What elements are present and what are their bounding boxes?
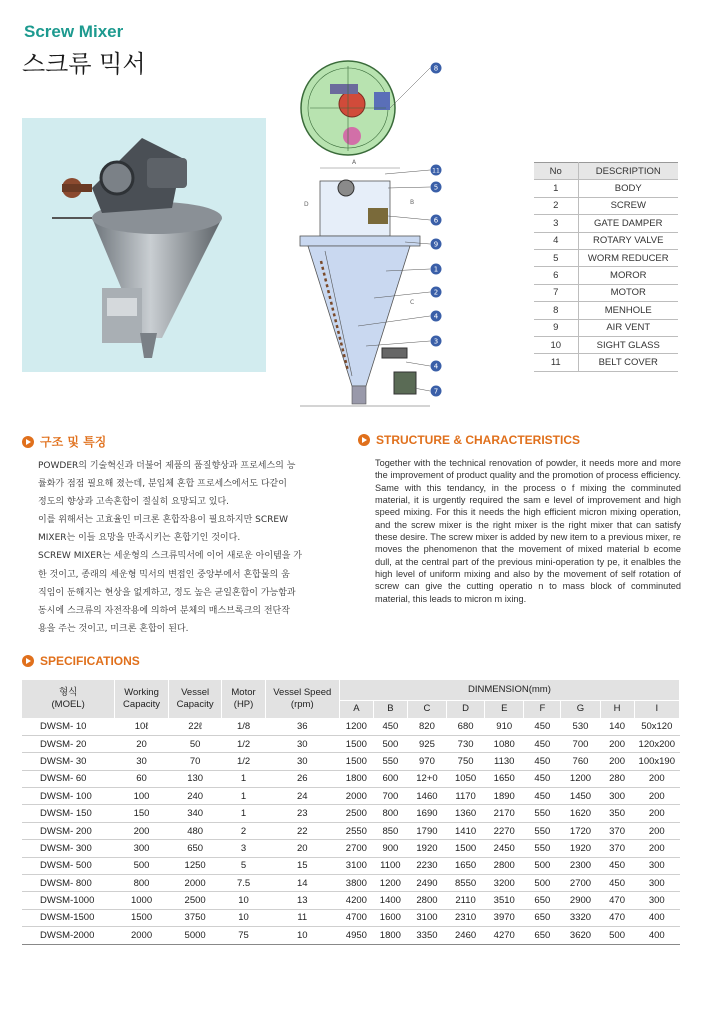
spec-dimension-col-d: D	[447, 700, 485, 718]
spec-cell: 20	[115, 735, 169, 752]
spec-cell: 1410	[447, 822, 485, 839]
spec-cell: 2500	[168, 892, 222, 909]
dim-label-a: A	[352, 159, 357, 166]
spec-dimension-col-e: E	[485, 700, 524, 718]
spec-cell: 2450	[485, 840, 524, 857]
spec-cell: 340	[168, 805, 222, 822]
spec-cell: 1360	[447, 805, 485, 822]
spec-cell: 450	[600, 875, 634, 892]
spec-cell: 100x190	[634, 753, 679, 770]
spec-cell: 1080	[485, 735, 524, 752]
spec-cell: 280	[600, 770, 634, 787]
callout-3: 3	[433, 337, 439, 346]
spec-cell: 4700	[339, 909, 373, 926]
spec-cell: 500	[600, 927, 634, 944]
parts-description: SIGHT GLASS	[578, 336, 678, 353]
spec-cell: 1500	[447, 840, 485, 857]
spec-cell: 1	[222, 788, 265, 805]
spec-cell: 2000	[339, 788, 373, 805]
spec-cell: 450	[524, 788, 561, 805]
spec-header-line: Working	[124, 687, 159, 698]
parts-row	[534, 354, 678, 371]
korean-line: 이를 위해서는 고효율인 미크론 혼합작용이 필요하지만 SCREW	[38, 515, 288, 526]
spec-cell: 1	[222, 770, 265, 787]
spec-row	[22, 718, 680, 735]
spec-cell: 1720	[561, 822, 600, 839]
spec-model: DWSM- 200	[22, 822, 115, 839]
spec-cell: 22	[265, 822, 339, 839]
spec-model: DWSM- 300	[22, 840, 115, 857]
spec-header-line: Vessel	[181, 687, 210, 698]
dim-label-d: D	[304, 201, 309, 208]
spec-header-dimension: DINMENSION(mm)	[339, 680, 679, 700]
korean-line: POWDER의 기술혁신과 더불어 제품의 품질향상과 프로세스의 능	[38, 461, 296, 471]
spec-cell: 30	[265, 735, 339, 752]
callout-2: 2	[433, 288, 439, 297]
spec-cell: 150	[115, 805, 169, 822]
parts-header-no: No	[534, 163, 578, 180]
spec-header-line: Vessel Speed	[273, 687, 332, 698]
specifications-table-body	[22, 718, 680, 944]
spec-cell: 500	[373, 735, 407, 752]
spec-cell: 2550	[339, 822, 373, 839]
spec-cell: 10	[265, 927, 339, 944]
spec-row	[22, 735, 680, 752]
spec-cell: 1250	[168, 857, 222, 874]
callout-8: 8	[433, 64, 439, 73]
spec-cell: 240	[168, 788, 222, 805]
parts-row	[534, 180, 678, 197]
spec-cell: 2800	[485, 857, 524, 874]
spec-row	[22, 753, 680, 770]
spec-cell: 2000	[168, 875, 222, 892]
parts-description: ROTARY VALVE	[578, 232, 678, 249]
product-photo	[22, 118, 266, 372]
spec-model: DWSM- 150	[22, 805, 115, 822]
section-heading-en	[358, 433, 580, 447]
spec-model: DWSM- 20	[22, 735, 115, 752]
section-heading-specs	[22, 654, 140, 668]
spec-cell: 5	[222, 857, 265, 874]
spec-cell: 3510	[485, 892, 524, 909]
arrow-bullet-icon	[22, 655, 34, 667]
spec-cell: 1100	[373, 857, 407, 874]
spec-cell: 5000	[168, 927, 222, 944]
section-heading-specs-text: SPECIFICATIONS	[40, 654, 140, 668]
spec-cell: 30	[115, 753, 169, 770]
parts-no: 7	[534, 284, 578, 301]
spec-cell: 2230	[407, 857, 446, 874]
spec-cell: 2300	[561, 857, 600, 874]
spec-cell: 650	[168, 840, 222, 857]
spec-cell: 450	[524, 753, 561, 770]
korean-line: 률화가 점점 필요해 졌는데, 분입체 혼합 프로세스에서도 다같이	[38, 479, 287, 490]
spec-cell: 1200	[373, 875, 407, 892]
spec-cell: 1690	[407, 805, 446, 822]
spec-cell: 3100	[407, 909, 446, 926]
spec-cell: 700	[373, 788, 407, 805]
spec-cell: 1890	[485, 788, 524, 805]
korean-line: 한 것이고, 종래의 세운형 믹서의 변접인 중앙부에서 혼합물의 움	[38, 569, 290, 580]
parts-no: 8	[534, 302, 578, 319]
spec-model: DWSM- 60	[22, 770, 115, 787]
spec-row	[22, 909, 680, 926]
spec-cell: 2270	[485, 822, 524, 839]
spec-cell: 450	[524, 718, 561, 735]
spec-header-line: Motor	[231, 687, 256, 698]
spec-row	[22, 805, 680, 822]
spec-header-motor	[222, 680, 265, 718]
callout-11: 11	[432, 167, 440, 175]
spec-model: DWSM- 500	[22, 857, 115, 874]
spec-header-line: (rpm)	[290, 699, 314, 710]
spec-cell: 730	[447, 735, 485, 752]
spec-dimension-col-a: A	[339, 700, 373, 718]
spec-cell: 300	[634, 857, 679, 874]
spec-cell: 470	[600, 909, 634, 926]
parts-row	[534, 232, 678, 249]
spec-cell: 650	[524, 892, 561, 909]
parts-row	[534, 302, 678, 319]
spec-cell: 30	[265, 753, 339, 770]
korean-line: 직임이 둔해지는 현상을 없게하고, 정도 높은 균일혼합이 가능함과	[38, 587, 296, 598]
callout-6: 6	[433, 216, 439, 225]
spec-cell: 10	[222, 909, 265, 926]
spec-cell: 760	[561, 753, 600, 770]
english-description: Together with the technical renovation of powder, it needs more and more the improvement of product quality and the promotion of process efficiency. Same with this tendancy, in the process o f mixing the comminuted material, it is urgently required the sam e level of improvement and high speed mixing. For this it needs the high efficient micron mixing operation, and the screw mixer is the right mixer is the right mixer that can satisfy these desire. The screw mixer is added by new item to a previous mixer, re moves the phenomenon that the movement of mixed material b ecome dull, at the central part of the previous mini-operation ty pe, it enalbles the high level of uniform mixing and also by the movement of self rotation of screw can give the cutting operatio n to mass block of comminuted material, this leads to micron m ixing.	[375, 458, 681, 604]
spec-cell: 700	[561, 735, 600, 752]
spec-header-speed	[265, 680, 339, 718]
spec-cell: 140	[600, 718, 634, 735]
spec-row	[22, 840, 680, 857]
spec-cell: 200	[634, 805, 679, 822]
spec-cell: 550	[524, 822, 561, 839]
spec-cell: 3970	[485, 909, 524, 926]
spec-cell: 370	[600, 840, 634, 857]
spec-cell: 200	[634, 788, 679, 805]
page-title-en: Screw Mixer	[24, 22, 124, 41]
spec-row	[22, 822, 680, 839]
spec-model: DWSM- 10	[22, 718, 115, 735]
spec-cell: 300	[634, 892, 679, 909]
callout-5: 5	[433, 183, 439, 192]
spec-cell: 24	[265, 788, 339, 805]
spec-row	[22, 875, 680, 892]
spec-cell: 2700	[339, 840, 373, 857]
callout-7: 7	[433, 387, 439, 396]
spec-cell: 10ℓ	[115, 718, 169, 735]
parts-no: 5	[534, 249, 578, 266]
spec-cell: 23	[265, 805, 339, 822]
dim-label-c: C	[410, 299, 415, 306]
spec-cell: 13	[265, 892, 339, 909]
spec-cell: 7.5	[222, 875, 265, 892]
spec-cell: 50	[168, 735, 222, 752]
spec-cell: 200	[600, 735, 634, 752]
spec-dimension-col-b: B	[373, 700, 407, 718]
spec-cell: 900	[373, 840, 407, 857]
parts-description: BODY	[578, 180, 678, 197]
spec-cell: 650	[524, 909, 561, 926]
parts-row	[534, 319, 678, 336]
spec-cell: 1800	[373, 927, 407, 944]
spec-cell: 26	[265, 770, 339, 787]
spec-cell: 130	[168, 770, 222, 787]
spec-dimension-col-h: H	[600, 700, 634, 718]
spec-cell: 50x120	[634, 718, 679, 735]
spec-cell: 1600	[373, 909, 407, 926]
spec-cell: 2170	[485, 805, 524, 822]
spec-cell: 100	[115, 788, 169, 805]
spec-cell: 680	[447, 718, 485, 735]
spec-cell: 500	[115, 857, 169, 874]
spec-cell: 2490	[407, 875, 446, 892]
spec-cell: 550	[373, 753, 407, 770]
spec-cell: 1920	[407, 840, 446, 857]
spec-cell: 1800	[339, 770, 373, 787]
spec-cell: 1920	[561, 840, 600, 857]
parts-description: MOTOR	[578, 284, 678, 301]
spec-cell: 1	[222, 805, 265, 822]
spec-cell: 15	[265, 857, 339, 874]
spec-header-line: Capacity	[176, 699, 214, 710]
korean-line: 동시에 스크류의 자전작용에 의하여 분체의 매스브록크의 전단작	[38, 605, 290, 616]
spec-cell: 530	[561, 718, 600, 735]
spec-cell: 2310	[447, 909, 485, 926]
spec-cell: 1200	[561, 770, 600, 787]
spec-row	[22, 857, 680, 874]
parts-row	[534, 249, 678, 266]
spec-cell: 200	[634, 770, 679, 787]
spec-cell: 10	[222, 892, 265, 909]
parts-description: MOROR	[578, 267, 678, 284]
spec-model: DWSM- 100	[22, 788, 115, 805]
spec-cell: 1400	[373, 892, 407, 909]
spec-cell: 450	[524, 770, 561, 787]
spec-cell: 1050	[447, 770, 485, 787]
section-heading-ko	[22, 433, 106, 450]
spec-model: DWSM-1000	[22, 892, 115, 909]
spec-cell: 1170	[447, 788, 485, 805]
spec-cell: 1500	[115, 909, 169, 926]
spec-cell: 60	[115, 770, 169, 787]
spec-row	[22, 892, 680, 909]
parts-table-body	[534, 180, 678, 371]
spec-cell: 1620	[561, 805, 600, 822]
spec-cell: 3620	[561, 927, 600, 944]
spec-cell: 1500	[339, 735, 373, 752]
spec-cell: 800	[115, 875, 169, 892]
spec-dimension-col-i: I	[634, 700, 679, 718]
spec-cell: 2460	[447, 927, 485, 944]
spec-cell: 1000	[115, 892, 169, 909]
spec-cell: 1650	[485, 770, 524, 787]
spec-cell: 36	[265, 718, 339, 735]
spec-header-line: (MOEL)	[51, 699, 85, 710]
spec-cell: 3750	[168, 909, 222, 926]
spec-cell: 1/2	[222, 753, 265, 770]
korean-line: 정도의 향상과 고속혼합이 절실히 요망되고 있다.	[38, 497, 230, 508]
spec-cell: 2000	[115, 927, 169, 944]
parts-row	[534, 267, 678, 284]
parts-header-description: DESCRIPTION	[578, 163, 678, 180]
parts-no: 3	[534, 215, 578, 232]
parts-no: 4	[534, 232, 578, 249]
spec-cell: 1500	[339, 753, 373, 770]
spec-header-working	[115, 680, 169, 718]
spec-cell: 800	[373, 805, 407, 822]
spec-cell: 4950	[339, 927, 373, 944]
parts-no: 9	[534, 319, 578, 336]
parts-description: MENHOLE	[578, 302, 678, 319]
parts-description: BELT COVER	[578, 354, 678, 371]
spec-cell: 400	[634, 909, 679, 926]
spec-cell: 2	[222, 822, 265, 839]
spec-row	[22, 788, 680, 805]
callout-4: 4	[433, 312, 439, 321]
korean-line: SCREW MIXER는 세운형의 스크류믹서에 이어 새로운 아이템을 가	[38, 551, 302, 562]
spec-cell: 750	[447, 753, 485, 770]
spec-cell: 3800	[339, 875, 373, 892]
spec-cell: 600	[373, 770, 407, 787]
spec-model: DWSM- 30	[22, 753, 115, 770]
parts-no: 2	[534, 197, 578, 214]
spec-cell: 22ℓ	[168, 718, 222, 735]
spec-cell: 650	[524, 927, 561, 944]
spec-cell: 3	[222, 840, 265, 857]
korean-line: MIXER는 이들 요망을 만족시키는 혼합기인 것이다.	[38, 533, 241, 544]
page-title-ko: 스크류 믹서	[22, 50, 146, 78]
spec-header-line: 형식	[58, 687, 78, 698]
parts-description: WORM REDUCER	[578, 249, 678, 266]
spec-cell: 370	[600, 822, 634, 839]
spec-header-model	[22, 680, 115, 718]
spec-cell: 450	[373, 718, 407, 735]
section-heading-en-text: STRUCTURE & CHARACTERISTICS	[376, 433, 580, 447]
spec-cell: 1450	[561, 788, 600, 805]
spec-row	[22, 927, 680, 944]
spec-cell: 14	[265, 875, 339, 892]
spec-cell: 550	[524, 840, 561, 857]
spec-dimension-col-c: C	[407, 700, 446, 718]
section-heading-ko-text: 구조 및 특징	[40, 435, 107, 449]
arrow-bullet-icon	[22, 436, 34, 448]
parts-no: 6	[534, 267, 578, 284]
korean-description	[38, 457, 356, 638]
spec-cell: 4200	[339, 892, 373, 909]
parts-row	[534, 197, 678, 214]
spec-cell: 910	[485, 718, 524, 735]
spec-cell: 200	[634, 822, 679, 839]
parts-row	[534, 336, 678, 353]
arrow-bullet-icon	[358, 434, 370, 446]
parts-description: AIR VENT	[578, 319, 678, 336]
callout-9: 9	[433, 240, 439, 249]
spec-header-line: Capacity	[123, 699, 161, 710]
spec-cell: 1650	[447, 857, 485, 874]
spec-cell: 3200	[485, 875, 524, 892]
spec-cell: 2500	[339, 805, 373, 822]
spec-row	[22, 770, 680, 787]
dim-label-b: B	[410, 199, 415, 206]
specifications-table	[22, 680, 680, 945]
spec-cell: 12+0	[407, 770, 446, 787]
spec-cell: 3100	[339, 857, 373, 874]
technical-drawing	[290, 56, 450, 416]
parts-no: 1	[534, 180, 578, 197]
callout-4b: 4	[433, 362, 439, 371]
parts-table	[534, 162, 678, 372]
spec-cell: 200	[115, 822, 169, 839]
spec-cell: 1/2	[222, 735, 265, 752]
spec-cell: 3350	[407, 927, 446, 944]
spec-cell: 500	[524, 857, 561, 874]
spec-cell: 11	[265, 909, 339, 926]
spec-cell: 450	[600, 857, 634, 874]
spec-cell: 2900	[561, 892, 600, 909]
spec-cell: 300	[634, 875, 679, 892]
spec-cell: 8550	[447, 875, 485, 892]
spec-cell: 470	[600, 892, 634, 909]
spec-cell: 300	[115, 840, 169, 857]
spec-cell: 850	[373, 822, 407, 839]
parts-row	[534, 284, 678, 301]
spec-cell: 500	[524, 875, 561, 892]
spec-cell: 2110	[447, 892, 485, 909]
spec-model: DWSM- 800	[22, 875, 115, 892]
callout-1: 1	[433, 265, 439, 274]
spec-cell: 2700	[561, 875, 600, 892]
spec-cell: 1790	[407, 822, 446, 839]
spec-cell: 20	[265, 840, 339, 857]
spec-cell: 350	[600, 805, 634, 822]
spec-cell: 820	[407, 718, 446, 735]
spec-model: DWSM-2000	[22, 927, 115, 944]
spec-cell: 200	[600, 753, 634, 770]
spec-cell: 970	[407, 753, 446, 770]
spec-cell: 550	[524, 805, 561, 822]
spec-cell: 1200	[339, 718, 373, 735]
korean-line: 용을 주는 것이고, 미크론 혼합이 된다.	[38, 623, 189, 634]
spec-dimension-col-f: F	[524, 700, 561, 718]
spec-cell: 1130	[485, 753, 524, 770]
parts-no: 10	[534, 336, 578, 353]
spec-cell: 3320	[561, 909, 600, 926]
spec-cell: 450	[524, 735, 561, 752]
spec-cell: 1460	[407, 788, 446, 805]
spec-cell: 2800	[407, 892, 446, 909]
spec-cell: 120x200	[634, 735, 679, 752]
spec-cell: 300	[600, 788, 634, 805]
spec-cell: 1/8	[222, 718, 265, 735]
parts-no: 11	[534, 354, 578, 371]
spec-dimension-col-g: G	[561, 700, 600, 718]
spec-cell: 925	[407, 735, 446, 752]
parts-description: SCREW	[578, 197, 678, 214]
spec-cell: 70	[168, 753, 222, 770]
spec-header-vessel	[168, 680, 222, 718]
spec-cell: 4270	[485, 927, 524, 944]
parts-row	[534, 215, 678, 232]
spec-cell: 400	[634, 927, 679, 944]
spec-cell: 200	[634, 840, 679, 857]
spec-header-line: (HP)	[233, 699, 254, 710]
parts-description: GATE DAMPER	[578, 215, 678, 232]
spec-cell: 75	[222, 927, 265, 944]
spec-cell: 480	[168, 822, 222, 839]
spec-model: DWSM-1500	[22, 909, 115, 926]
